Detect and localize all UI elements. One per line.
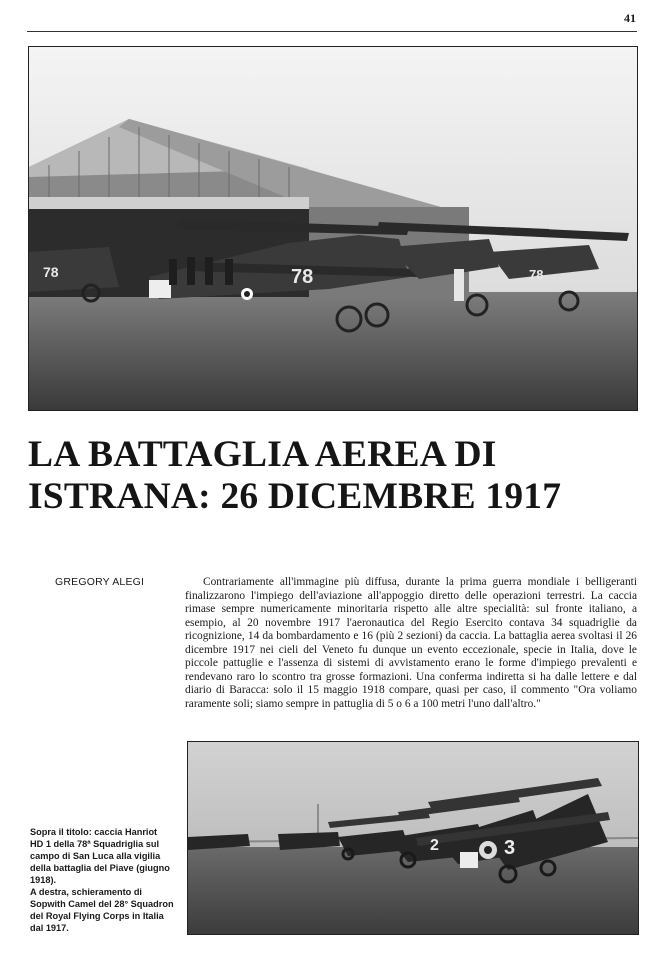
caption-line: dal 1917. — [30, 923, 69, 933]
fuselage-number-78: 78 — [291, 266, 314, 288]
article-title — [28, 434, 648, 518]
fuselage-number-3: 3 — [504, 837, 516, 859]
author-byline: GREGORY ALEGI — [55, 576, 145, 588]
photo-caption — [30, 826, 180, 934]
caption-line: 1918). — [30, 875, 57, 885]
title-line-2: ISTRANA: 26 DICEMBRE 1917 — [28, 476, 562, 517]
caption-line: A destra, schieramento di — [30, 887, 142, 897]
caption-line: del Royal Flying Corps in Italia — [30, 911, 164, 921]
caption-line: HD 1 della 78ª Squadriglia sul — [30, 839, 160, 849]
article-body: Contrariamente all'immagine più diffusa, durante la prima guerra mondiale i belligeranti finalizzarono l'impiego dell'aviazione all'appoggio diretto delle operazioni terrestri. La caccia rimase sempre numericamente minoritaria rispetto alle altre specialità: sul fronte italiano, a esempio, al 20 novembre 1917 l'aeronautica del Regio Esercito contava 34 squadriglie da ricognizione, 14 da bombardamento e 16 (più 2 sezioni) da caccia. La battaglia aerea svoltasi il 26 dicembre 1917 nei cieli del Veneto fu dunque un evento eccezionale, specie in Italia, dove le piccole pattuglie e l'assenza di sistemi di avvistamento erano le forme d'impiego prevalenti e rendevano raro lo scontro tra grosse formazioni. Una conferma indiretta si ha dalle lettere e dal diario di Baracca: solo il 15 maggio 1918 compare, quasi per caso, il commento "Ora voliamo raramente soli; siamo sempre in pattuglia di 5 o 6 a 100 metri l'uno dall'altro." — [185, 576, 637, 710]
fuselage-number-2: 2 — [430, 837, 439, 854]
caption-line: Sopwith Camel del 28° Squadron — [30, 899, 174, 909]
page-number: 41 — [624, 11, 636, 25]
fuselage-number-78-left: 78 — [43, 264, 59, 280]
sopwith-camel-lineup-photo — [187, 741, 639, 935]
fuselage-number-78-right: 78 — [529, 267, 544, 282]
caption-line: campo di San Luca alla vigilia — [30, 851, 161, 861]
caption-line: della battaglia del Piave (giugno — [30, 863, 170, 873]
caption-line: Sopra il titolo: caccia Hanriot — [30, 827, 158, 837]
header-rule — [27, 31, 637, 32]
hanriot-hangar-photo — [28, 46, 638, 411]
title-line-1: LA BATTAGLIA AEREA DI — [28, 434, 497, 475]
